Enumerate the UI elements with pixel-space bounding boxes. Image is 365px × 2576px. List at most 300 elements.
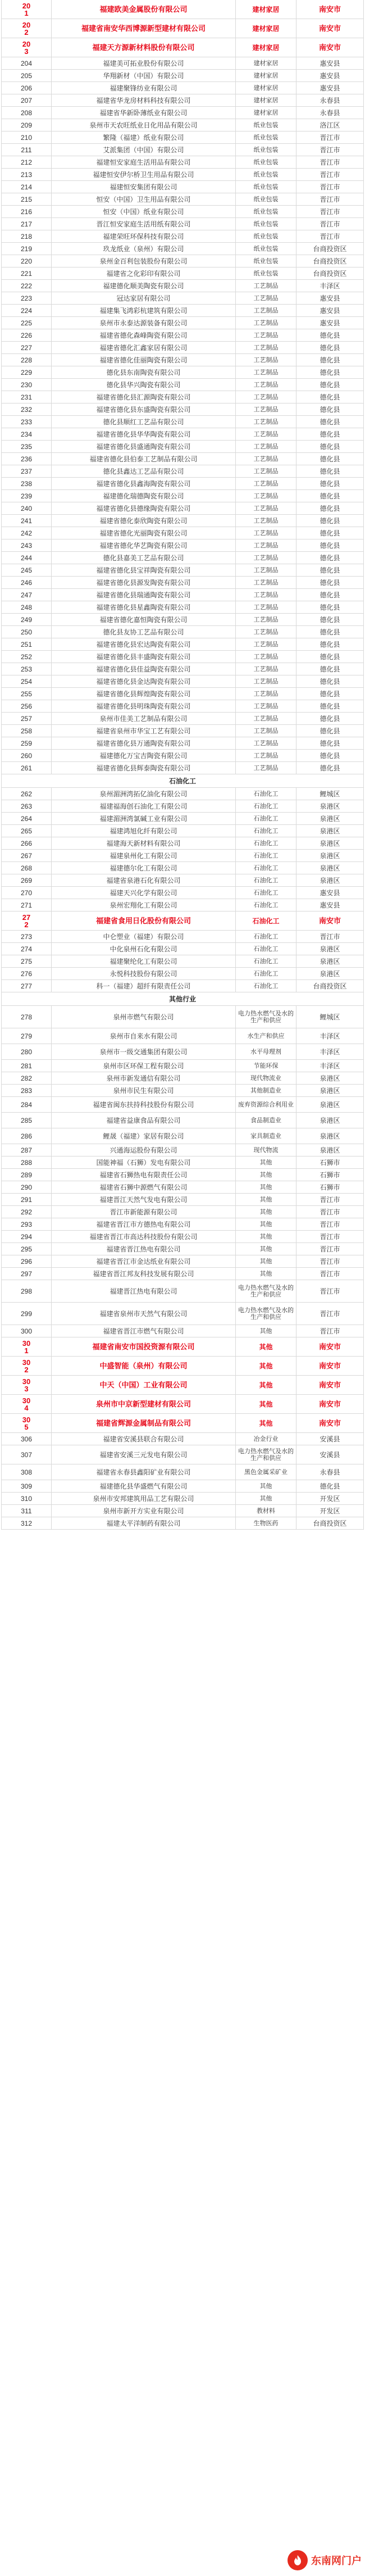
rank-cell: 222 (1, 280, 52, 292)
district-cell: 惠安县 (296, 887, 364, 899)
district-cell: 德化县 (296, 663, 364, 675)
company-name-cell: 福建省德化县华华陶瓷有限公司 (52, 428, 236, 441)
company-name-cell: 福建德化县华盛燃气有限公司 (52, 1480, 236, 1493)
industry-cell: 纸业包装 (236, 243, 296, 255)
table-row (1, 1181, 364, 1194)
company-name-cell: 泉州市中京新型建材有限公司 (52, 1395, 236, 1414)
industry-cell: 纸业包装 (236, 218, 296, 230)
industry-cell: 纸业包装 (236, 193, 296, 206)
district-cell: 台商投资区 (296, 980, 364, 992)
district-cell: 泉港区 (296, 813, 364, 825)
company-name-cell: 德化县嘉美工艺品有限公司 (52, 552, 236, 564)
district-cell: 泉港区 (296, 800, 364, 813)
company-name-cell: 福建省华新卧薄纸业有限公司 (52, 107, 236, 119)
industry-cell: 其他 (236, 1157, 296, 1169)
highlighted-table-row (1, 1337, 364, 1357)
rank-cell: 232 (1, 403, 52, 416)
industry-cell: 工艺制品 (236, 305, 296, 317)
table-row (1, 1144, 364, 1157)
industry-cell: 纸业包装 (236, 156, 296, 169)
rank-cell: 299 (1, 1303, 52, 1325)
company-name-cell: 华翔新材（中国）有限公司 (52, 70, 236, 82)
table-row (1, 713, 364, 725)
district-cell: 鲤城区 (296, 1006, 364, 1028)
district-cell: 南安市 (296, 1395, 364, 1414)
district-cell: 安溪县 (296, 1445, 364, 1464)
rank-value: 30 3 (22, 1377, 31, 1393)
rank-cell: 235 (1, 441, 52, 453)
industry-cell: 工艺制品 (236, 453, 296, 465)
rank-cell: 205 (1, 70, 52, 82)
company-name-cell: 福建鸿旭化纤有限公司 (52, 825, 236, 837)
company-name-cell: 福建天兴化学有限公司 (52, 887, 236, 899)
table-row (1, 1157, 364, 1169)
table-row (1, 131, 364, 144)
industry-cell: 其他 (236, 1357, 296, 1376)
rank-cell (1, 911, 52, 931)
table-row (1, 255, 364, 267)
rank-cell: 236 (1, 453, 52, 465)
rank-cell: 277 (1, 980, 52, 992)
table-row (1, 626, 364, 638)
section-title: 石油化工 (1, 774, 364, 788)
industry-cell: 工艺制品 (236, 478, 296, 490)
table-row (1, 762, 364, 774)
rank-cell: 213 (1, 169, 52, 181)
table-row (1, 700, 364, 713)
rank-cell: 268 (1, 862, 52, 874)
table-row (1, 1255, 364, 1268)
district-cell: 泉港区 (296, 1113, 364, 1128)
table-row (1, 601, 364, 614)
rank-cell: 263 (1, 800, 52, 813)
company-name-cell: 国能神福（石狮）发电有限公司 (52, 1157, 236, 1169)
table-row (1, 750, 364, 762)
rank-cell: 208 (1, 107, 52, 119)
industry-cell: 冶金行业 (236, 1433, 296, 1445)
company-name-cell: 福建省德化县瑞通陶瓷有限公司 (52, 589, 236, 601)
district-cell: 晋江市 (296, 1243, 364, 1255)
rank-cell: 288 (1, 1157, 52, 1169)
district-cell: 泉港区 (296, 1085, 364, 1097)
table-row (1, 968, 364, 980)
company-name-cell: 福建省德化县辉煌陶瓷有限公司 (52, 688, 236, 700)
industry-cell: 其他 (236, 1376, 296, 1395)
company-name-cell: 福建省泉州市天然气有限公司 (52, 1303, 236, 1325)
industry-cell: 教材料 (236, 1505, 296, 1517)
company-name-cell: 福建省闽东扶持科技股份有限公司 (52, 1097, 236, 1113)
table-row (1, 688, 364, 700)
industry-cell: 工艺制品 (236, 329, 296, 342)
table-row (1, 577, 364, 589)
district-cell: 南安市 (296, 1376, 364, 1395)
rank-cell: 217 (1, 218, 52, 230)
industry-cell: 石油化工 (236, 911, 296, 931)
table-row (1, 416, 364, 428)
industry-cell: 工艺制品 (236, 638, 296, 651)
industry-cell: 其他 (236, 1181, 296, 1194)
rank-cell: 275 (1, 955, 52, 968)
table-row (1, 1493, 364, 1505)
highlighted-table-row (1, 1376, 364, 1395)
industry-cell: 石油化工 (236, 862, 296, 874)
district-cell: 南安市 (296, 38, 364, 57)
district-cell: 泉港区 (296, 862, 364, 874)
district-cell: 晋江市 (296, 193, 364, 206)
company-name-cell: 泉州湄洲湾拓亿油化有限公司 (52, 788, 236, 800)
table-row (1, 1006, 364, 1028)
flame-logo-icon (288, 2550, 308, 2570)
company-name-cell: 泉州市区环保工程有限公司 (52, 1060, 236, 1072)
company-name-cell: 福建省晋江市高达科技股份有限公司 (52, 1231, 236, 1243)
industry-cell: 其他 (236, 1243, 296, 1255)
district-cell: 德化县 (296, 750, 364, 762)
rank-cell: 257 (1, 713, 52, 725)
rank-cell: 214 (1, 181, 52, 193)
industry-cell: 现代物流业 (236, 1072, 296, 1085)
table-row (1, 107, 364, 119)
district-cell: 晋江市 (296, 169, 364, 181)
company-name-cell: 泉州市佳美工艺制品有限公司 (52, 713, 236, 725)
rank-cell: 286 (1, 1128, 52, 1144)
rank-value: 30 1 (22, 1339, 31, 1355)
district-cell: 晋江市 (296, 144, 364, 156)
industry-cell: 工艺制品 (236, 366, 296, 379)
district-cell: 德化县 (296, 675, 364, 688)
company-name-cell: 福建省辉源金属制品有限公司 (52, 1414, 236, 1433)
rank-cell: 254 (1, 675, 52, 688)
company-name-cell: 福建省德化县鑫海陶瓷有限公司 (52, 478, 236, 490)
rank-cell: 279 (1, 1028, 52, 1044)
district-cell: 南安市 (296, 1337, 364, 1357)
company-name-cell: 福建省南安市国投资源有限公司 (52, 1337, 236, 1357)
rank-cell: 210 (1, 131, 52, 144)
industry-cell: 建材家居 (236, 38, 296, 57)
company-name-cell: 泉州市自来水有限公司 (52, 1028, 236, 1044)
district-cell: 晋江市 (296, 931, 364, 943)
company-name-cell: 福建省德化森峰陶瓷有限公司 (52, 329, 236, 342)
rank-cell: 218 (1, 230, 52, 243)
rank-cell: 243 (1, 539, 52, 552)
company-name-cell: 福建省华龙房材料科技有限公司 (52, 94, 236, 107)
district-cell: 南安市 (296, 0, 364, 19)
table-row (1, 1325, 364, 1337)
rank-cell: 250 (1, 626, 52, 638)
company-name-cell: 泉州宏翔化工有限公司 (52, 899, 236, 911)
table-row (1, 1480, 364, 1493)
table-row (1, 515, 364, 527)
district-cell: 晋江市 (296, 181, 364, 193)
rank-cell: 310 (1, 1493, 52, 1505)
industry-cell: 石油化工 (236, 980, 296, 992)
industry-cell: 纸业包装 (236, 144, 296, 156)
district-cell: 德化县 (296, 737, 364, 750)
rank-cell: 283 (1, 1085, 52, 1097)
company-name-cell: 福建省德化县金达陶瓷有限公司 (52, 675, 236, 688)
highlighted-table-row (1, 1395, 364, 1414)
district-cell: 丰泽区 (296, 1028, 364, 1044)
table-row (1, 614, 364, 626)
industry-cell: 食品制造业 (236, 1113, 296, 1128)
district-cell: 晋江市 (296, 1218, 364, 1231)
rank-cell: 265 (1, 825, 52, 837)
industry-cell: 工艺制品 (236, 354, 296, 366)
rank-cell: 278 (1, 1006, 52, 1028)
industry-cell: 生物医药 (236, 1517, 296, 1530)
company-name-cell: 福建德尔化工有限公司 (52, 862, 236, 874)
company-name-cell: 福建省德化县宏达陶瓷有限公司 (52, 638, 236, 651)
company-name-cell: 玖龙纸业（泉州）有限公司 (52, 243, 236, 255)
company-name-cell: 福建福海创石油化工有限公司 (52, 800, 236, 813)
district-cell: 惠安县 (296, 317, 364, 329)
rank-cell: 240 (1, 502, 52, 515)
district-cell: 德化县 (296, 626, 364, 638)
district-cell: 泉港区 (296, 1128, 364, 1144)
district-cell: 泉港区 (296, 874, 364, 887)
rank-cell: 253 (1, 663, 52, 675)
company-name-cell: 福建省永春县鑫阳矿业有限公司 (52, 1464, 236, 1480)
table-row (1, 638, 364, 651)
table-row (1, 955, 364, 968)
district-cell: 德化县 (296, 614, 364, 626)
table-row (1, 825, 364, 837)
rank-cell: 291 (1, 1194, 52, 1206)
industry-cell: 其他 (236, 1493, 296, 1505)
industry-cell: 废弃资源综合利用业 (236, 1097, 296, 1113)
industry-cell: 现代物流 (236, 1144, 296, 1157)
district-cell: 开发区 (296, 1505, 364, 1517)
section-header-row (1, 774, 364, 788)
company-name-cell: 福建省德化佳丽陶瓷有限公司 (52, 354, 236, 366)
rank-cell: 242 (1, 527, 52, 539)
rank-value: 27 2 (22, 913, 31, 929)
company-name-cell: 福建德化顺美陶瓷有限公司 (52, 280, 236, 292)
district-cell: 洛江区 (296, 119, 364, 131)
industry-cell: 石油化工 (236, 825, 296, 837)
table-row (1, 1085, 364, 1097)
section-header-row (1, 992, 364, 1006)
table-row (1, 1206, 364, 1218)
district-cell: 德化县 (296, 478, 364, 490)
table-row (1, 1433, 364, 1445)
rank-cell: 293 (1, 1218, 52, 1231)
district-cell: 丰泽区 (296, 280, 364, 292)
district-cell: 丰泽区 (296, 1060, 364, 1072)
rank-cell: 234 (1, 428, 52, 441)
company-name-cell: 福建省德化县东盛陶瓷有限公司 (52, 403, 236, 416)
rank-cell: 239 (1, 490, 52, 502)
table-row (1, 206, 364, 218)
industry-cell: 节能环保 (236, 1060, 296, 1072)
industry-cell: 其他 (236, 1194, 296, 1206)
industry-cell: 水平母理剂 (236, 1044, 296, 1060)
rank-cell: 248 (1, 601, 52, 614)
rank-cell: 230 (1, 379, 52, 391)
table-row (1, 1445, 364, 1464)
table-row (1, 1464, 364, 1480)
rank-cell: 225 (1, 317, 52, 329)
industry-cell: 工艺制品 (236, 589, 296, 601)
industry-cell: 石油化工 (236, 788, 296, 800)
table-row (1, 379, 364, 391)
company-name-cell: 福建湄洲湾氯碱工业有限公司 (52, 813, 236, 825)
table-row (1, 651, 364, 663)
rank-cell: 216 (1, 206, 52, 218)
industry-cell: 其他 (236, 1337, 296, 1357)
company-name-cell: 福建晋江天然气发电有限公司 (52, 1194, 236, 1206)
district-cell: 台商投资区 (296, 255, 364, 267)
district-cell: 德化县 (296, 762, 364, 774)
rank-cell: 306 (1, 1433, 52, 1445)
rank-cell: 298 (1, 1280, 52, 1303)
table-row (1, 1060, 364, 1072)
rank-cell (1, 1414, 52, 1433)
rank-cell (1, 1357, 52, 1376)
rank-cell: 207 (1, 94, 52, 107)
industry-cell: 工艺制品 (236, 527, 296, 539)
company-name-cell: 泉州市安邦建筑用品工艺有限公司 (52, 1493, 236, 1505)
company-name-cell: 福建恒安集团有限公司 (52, 181, 236, 193)
table-row (1, 478, 364, 490)
table-row (1, 57, 364, 70)
industry-cell: 其他 (236, 1325, 296, 1337)
district-cell: 惠安县 (296, 305, 364, 317)
district-cell: 石狮市 (296, 1157, 364, 1169)
company-name-cell: 德化县鑫达工艺品有限公司 (52, 465, 236, 478)
district-cell: 泉港区 (296, 1097, 364, 1113)
rank-cell: 294 (1, 1231, 52, 1243)
district-cell: 德化县 (296, 539, 364, 552)
table-row (1, 725, 364, 737)
table-row (1, 230, 364, 243)
table-row (1, 1128, 364, 1144)
rank-cell: 264 (1, 813, 52, 825)
district-cell: 德化县 (296, 725, 364, 737)
district-cell: 泉港区 (296, 825, 364, 837)
table-row (1, 193, 364, 206)
company-name-cell: 福建省德化县德缘陶瓷有限公司 (52, 502, 236, 515)
industry-cell: 黑色金属采矿业 (236, 1464, 296, 1480)
table-row (1, 1505, 364, 1517)
table-row (1, 564, 364, 577)
rank-cell: 271 (1, 899, 52, 911)
table-row (1, 675, 364, 688)
district-cell: 晋江市 (296, 1255, 364, 1268)
industry-cell: 工艺制品 (236, 626, 296, 638)
district-cell: 德化县 (296, 601, 364, 614)
company-name-cell: 福建太平洋制药有限公司 (52, 1517, 236, 1530)
table-row (1, 70, 364, 82)
highlighted-table-row (1, 1414, 364, 1433)
company-name-cell: 福建泉州化工有限公司 (52, 850, 236, 862)
district-cell: 晋江市 (296, 206, 364, 218)
rank-cell: 267 (1, 850, 52, 862)
district-cell: 德化县 (296, 465, 364, 478)
rank-cell: 300 (1, 1325, 52, 1337)
district-cell: 德化县 (296, 441, 364, 453)
industry-cell: 其他 (236, 1268, 296, 1280)
table-row (1, 329, 364, 342)
table-row (1, 1097, 364, 1113)
rank-cell: 273 (1, 931, 52, 943)
industry-cell: 建材家居 (236, 94, 296, 107)
company-name-cell: 泉州市天农旺纸业日化用品有限公司 (52, 119, 236, 131)
industry-cell: 工艺制品 (236, 577, 296, 589)
rank-cell (1, 1395, 52, 1414)
company-name-cell: 福建省晋江市燃气有限公司 (52, 1325, 236, 1337)
industry-cell: 工艺制品 (236, 725, 296, 737)
company-name-cell: 兴通海运股份有限公司 (52, 1144, 236, 1157)
table-row (1, 874, 364, 887)
table-row (1, 441, 364, 453)
district-cell: 德化县 (296, 403, 364, 416)
rank-cell: 209 (1, 119, 52, 131)
table-row (1, 1218, 364, 1231)
industry-cell: 石油化工 (236, 874, 296, 887)
table-row (1, 305, 364, 317)
industry-cell: 石油化工 (236, 813, 296, 825)
table-row (1, 453, 364, 465)
industry-cell: 石油化工 (236, 955, 296, 968)
company-name-cell: 福建省泉港石化有限公司 (52, 874, 236, 887)
company-name-cell: 福建省晋江邦友科技发展有限公司 (52, 1268, 236, 1280)
district-cell: 石狮市 (296, 1169, 364, 1181)
industry-cell: 工艺制品 (236, 342, 296, 354)
table-row (1, 1303, 364, 1325)
district-cell: 德化县 (296, 366, 364, 379)
table-row (1, 539, 364, 552)
industry-cell: 其他 (236, 1206, 296, 1218)
rank-cell: 245 (1, 564, 52, 577)
company-name-cell: 泉州金百利包装股份有限公司 (52, 255, 236, 267)
company-name-cell: 福建省德化泰欣陶瓷有限公司 (52, 515, 236, 527)
rank-cell: 211 (1, 144, 52, 156)
rank-cell: 233 (1, 416, 52, 428)
industry-cell: 工艺制品 (236, 675, 296, 688)
district-cell: 德化县 (296, 379, 364, 391)
district-cell: 晋江市 (296, 1280, 364, 1303)
table-row (1, 899, 364, 911)
table-row (1, 850, 364, 862)
district-cell: 泉港区 (296, 837, 364, 850)
industry-cell: 其他 (236, 1414, 296, 1433)
district-cell: 晋江市 (296, 131, 364, 144)
industry-cell: 纸业包装 (236, 255, 296, 267)
company-name-cell: 福建省德化县佳益陶瓷有限公司 (52, 663, 236, 675)
company-name-cell: 泉州市新开方实业有限公司 (52, 1505, 236, 1517)
highlighted-table-row (1, 38, 364, 57)
table-row (1, 317, 364, 329)
rank-cell: 292 (1, 1206, 52, 1218)
industry-cell: 其他 (236, 1395, 296, 1414)
rank-cell: 255 (1, 688, 52, 700)
district-cell: 台商投资区 (296, 267, 364, 280)
company-name-cell: 德化县顺红工艺品有限公司 (52, 416, 236, 428)
district-cell: 惠安县 (296, 899, 364, 911)
industry-cell: 电力热水燃气及水的生产和供应 (236, 1445, 296, 1464)
highlighted-table-row (1, 911, 364, 931)
table-row (1, 391, 364, 403)
company-name-cell: 福建省德化嘉恒陶瓷有限公司 (52, 614, 236, 626)
company-name-cell: 福建省南安华西博源新型建材有限公司 (52, 19, 236, 38)
district-cell: 德化县 (296, 416, 364, 428)
company-name-cell: 鲤晟（福建）家居有限公司 (52, 1128, 236, 1144)
district-cell: 德化县 (296, 515, 364, 527)
industry-cell: 工艺制品 (236, 651, 296, 663)
rank-cell: 249 (1, 614, 52, 626)
industry-cell: 纸业包装 (236, 131, 296, 144)
highlighted-table-row (1, 0, 364, 19)
